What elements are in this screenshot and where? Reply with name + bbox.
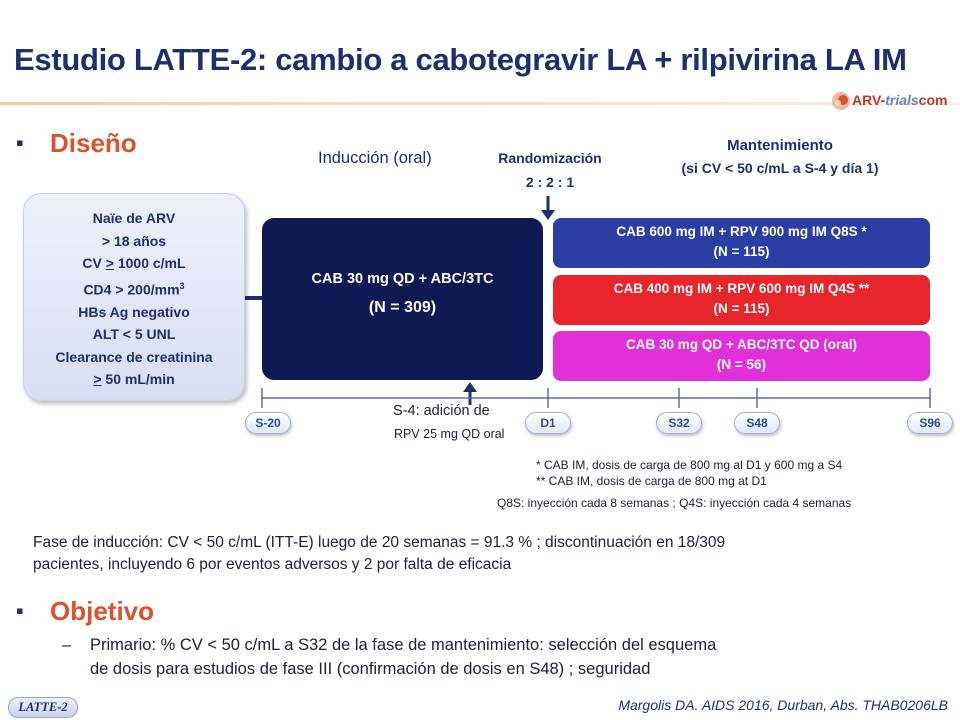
- section-objective-heading: Objetivo: [50, 596, 155, 626]
- induction-regimen-text: CAB 30 mg QD + ABC/3TC: [311, 271, 494, 287]
- footnote-q8s-loading: * CAB IM, dosis de carga de 800 mg al D1 y 600 mg a S4: [536, 458, 843, 472]
- criteria-viral-load: CV > 1000 c/mL: [82, 255, 186, 271]
- criteria-clearance-value: > 50 mL/min: [93, 371, 175, 388]
- bullet-icon: ▪: [16, 598, 24, 623]
- arm-oral-box: [553, 331, 930, 381]
- inclusion-criteria-box: [23, 193, 245, 401]
- objective-line1: Primario: % CV < 50 c/mL a S32 de la fase de mantenimiento: selección del esquema: [90, 636, 717, 654]
- s4-addition-label: S-4: adición de: [393, 403, 490, 419]
- study-tag-badge: LATTE-2: [8, 697, 78, 718]
- section-design-heading: Diseño: [50, 128, 137, 158]
- s4-arrow-head: [463, 382, 477, 392]
- timeline-marker-s96: S96: [907, 412, 953, 434]
- maintenance-condition: (si CV < 50 c/mL a S-4 y día 1): [681, 160, 879, 176]
- footnote-abbreviations: Q8S: inyección cada 8 semanas ; Q4S: inyección cada 4 semanas: [497, 496, 852, 510]
- reference-citation: Margolis DA. AIDS 2016, Durban, Abs. THAB0206LB: [618, 697, 948, 713]
- induction-regimen-box: [262, 218, 543, 380]
- bullet-icon: ▪: [16, 130, 24, 155]
- arm-q8s-box: [553, 218, 930, 268]
- arm-oral-regimen: CAB 30 mg QD + ABC/3TC QD (oral): [626, 337, 857, 352]
- arm-q8s-regimen: CAB 600 mg IM + RPV 900 mg IM Q8S *: [616, 224, 867, 239]
- randomization-arrow-head: [541, 210, 555, 220]
- induction-result-line2: pacientes, incluyendo 6 por eventos adversos y 2 por falta de eficacia: [33, 556, 512, 573]
- criteria-age: > 18 años: [101, 232, 167, 249]
- arm-q4s-box: [553, 275, 930, 325]
- objective-dash: –: [62, 636, 72, 654]
- s4-addition-detail: RPV 25 mg QD oral: [394, 427, 505, 441]
- slide-title: Estudio LATTE-2: cambio a cabotegravir LA + rilpivirina LA IM: [14, 42, 907, 77]
- arm-q4s-regimen: CAB 400 mg IM + RPV 600 mg IM Q4S **: [613, 281, 870, 296]
- criteria-arv-naive: Naïe de ARV: [92, 210, 176, 226]
- timeline-marker-d1: D1: [525, 412, 571, 434]
- logo-text-part1: ARV-: [852, 92, 886, 108]
- arm-q4s-n: (N = 115): [713, 301, 770, 316]
- arm-q8s-n: (N = 115): [713, 244, 770, 259]
- objective-line2: de dosis para estudios de fase III (confirmación de dosis en S48) ; seguridad: [90, 660, 651, 678]
- criteria-alt: ALT < 5 UNL: [92, 326, 176, 343]
- arm-oral-n: (N = 56): [716, 357, 767, 372]
- induction-phase-label: Inducción (oral): [318, 149, 432, 167]
- logo-text-part3: com: [918, 92, 948, 108]
- induction-n: (N = 309): [368, 299, 437, 316]
- timeline-marker-s20: S-20: [245, 412, 291, 434]
- timeline-marker-s48: S48: [734, 412, 780, 434]
- randomization-label: Randomización: [498, 150, 602, 166]
- criteria-clearance-label: Clearance de creatinina: [55, 348, 213, 365]
- timeline-marker-s32: S32: [656, 412, 702, 434]
- criteria-cd4: $CD4 > 200/mm^3$: [83, 280, 185, 298]
- footnote-q4s-loading: ** CAB IM, dosis de carga de 800 mg at D1: [536, 474, 767, 488]
- criteria-hbsag: HBs Ag negativo: [78, 303, 190, 320]
- induction-result-line1: Fase de inducción: CV < 50 c/mL (ITT-E) luego de 20 semanas = 91.3 % ; discontinuación en 18/309: [33, 534, 726, 551]
- randomization-ratio: 2 : 2 : 1: [525, 174, 575, 190]
- logo-text-part2: trials: [885, 92, 919, 108]
- maintenance-label: Mantenimiento: [727, 137, 833, 154]
